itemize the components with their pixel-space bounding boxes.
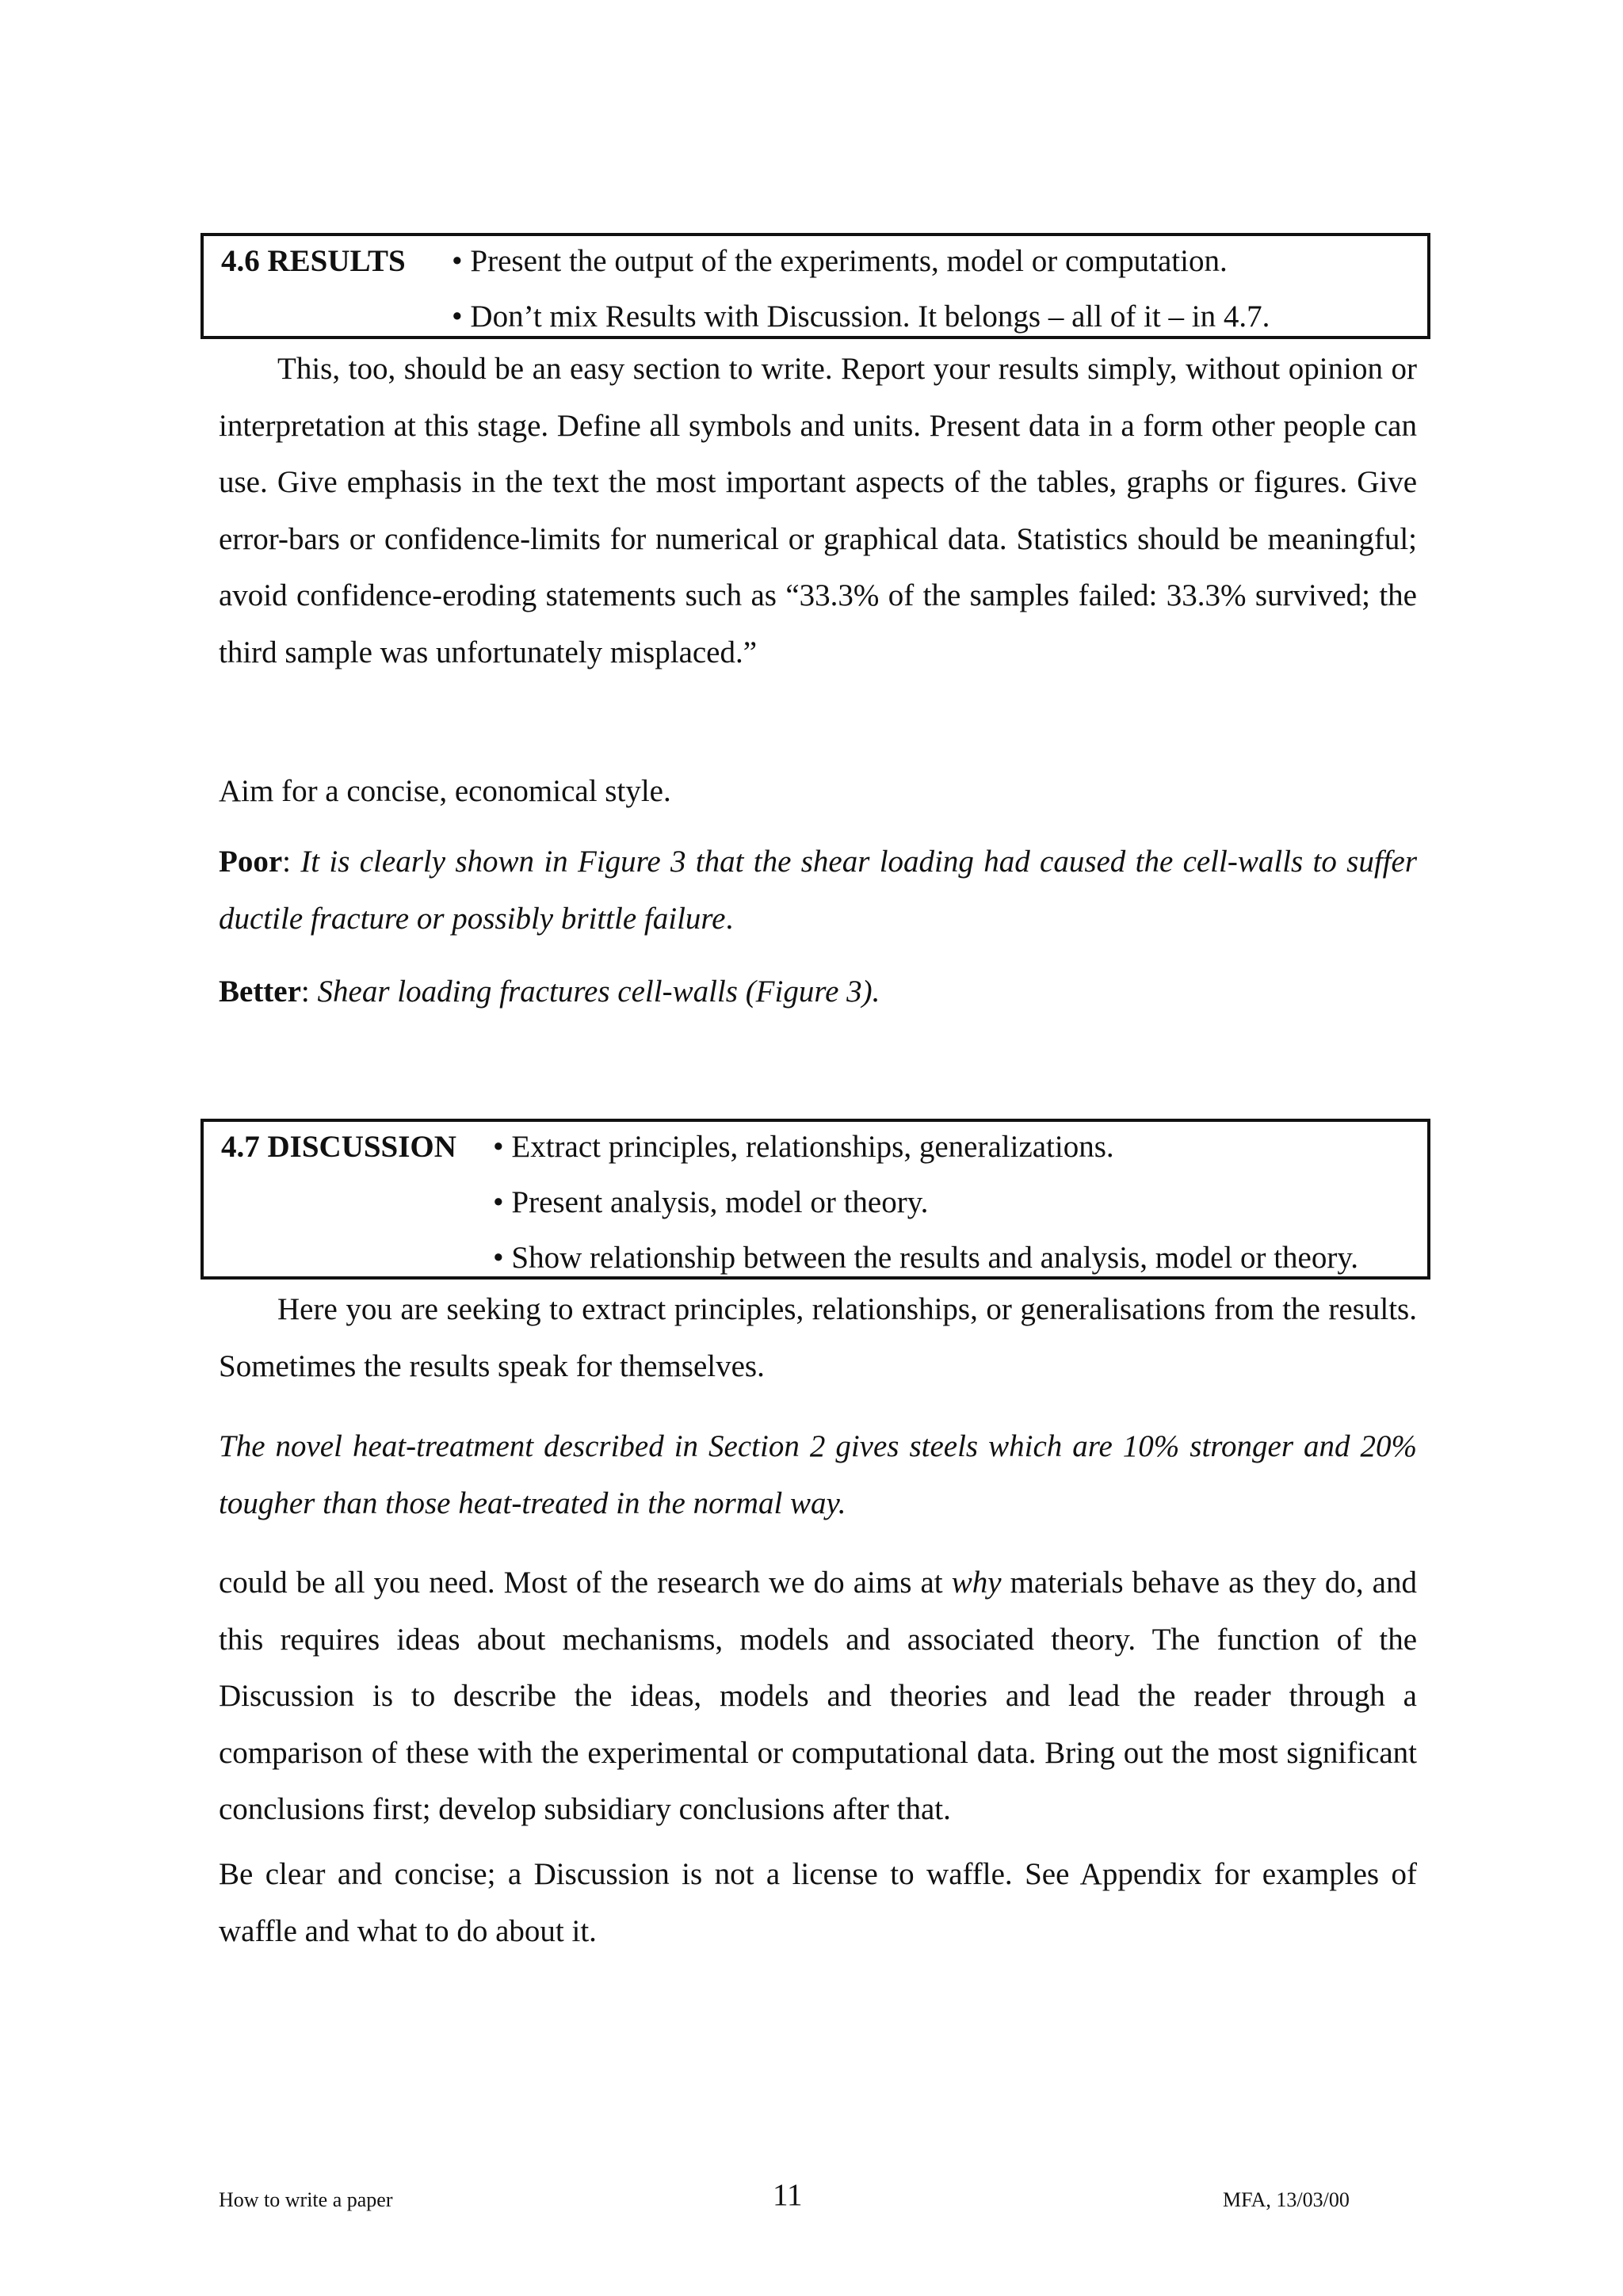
discussion-paragraph: Here you are seeking to extract principles, relationships, or generalisations from the results. Sometimes the results speak for themselves. xyxy=(219,1292,1417,1383)
section-4-7-bullet: • Present analysis, model or theory. xyxy=(493,1185,929,1219)
discussion-text: materials behave as they do, and this requires ideas about mechanisms, models and associated theory. The function of the Discussion is to describe the ideas, models and theories and lead the reader through a comparison of these with the experimental or computational data. Bring out the most significant conclusions first; develop subsidiary conclusions after that. xyxy=(219,1566,1417,1826)
section-4-7-bullet: • Extract principles, relationships, generalizations. xyxy=(493,1130,1114,1164)
poor-separator: : xyxy=(282,845,301,879)
footer-title: How to write a paper xyxy=(219,2188,393,2211)
discussion-text: could be all you need. Most of the research we do aims at xyxy=(219,1566,952,1600)
better-label: Better xyxy=(219,974,301,1009)
page-number: 11 xyxy=(773,2178,803,2212)
results-paragraph: Aim for a concise, economical style. xyxy=(219,774,671,808)
section-4-6-bullet: • Don’t mix Results with Discussion. It belongs – all of it – in 4.7. xyxy=(452,299,1270,334)
section-4-7-bullet: • Show relationship between the results and analysis, model or theory. xyxy=(493,1241,1359,1275)
discussion-paragraph xyxy=(219,1554,1417,1838)
section-4-6-bullet: • Present the output of the experiments, model or computation. xyxy=(452,244,1228,278)
poor-example xyxy=(219,833,1417,947)
section-4-7-heading: 4.7 DISCUSSION xyxy=(221,1130,456,1164)
results-paragraph: This, too, should be an easy section to write. Report your results simply, without opinion or interpretation at this stage. Define all symbols and units. Present data in a form other people can use. Give emphasis in the text the most important aspects of the tables, graphs or figures. Give error-bars or confidence-limits for numerical or graphical data. Statistics should be meaningful; avoid confidence-eroding statements such as “33.3% of the samples failed: 33.3% survived; the third sample was unfortunately misplaced.” xyxy=(219,352,1417,669)
section-4-6-box xyxy=(200,233,1430,339)
poor-example-text: It is clearly shown in Figure 3 that the shear loading had caused the cell-walls to suffer ductile fracture or possibly brittle failure xyxy=(219,845,1417,936)
poor-example-end: . xyxy=(725,901,734,936)
section-4-6-heading: 4.6 RESULTS xyxy=(221,244,406,278)
discussion-italic-example: The novel heat-treatment described in Section 2 gives steels which are 10% stronger and 20% tougher than those heat-treated in the normal way. xyxy=(219,1429,1417,1520)
better-example-text: Shear loading fractures cell-walls (Figure 3). xyxy=(317,974,880,1009)
emphasis-why: why xyxy=(951,1566,1002,1600)
poor-label: Poor xyxy=(219,845,283,879)
discussion-paragraph: Be clear and concise; a Discussion is not a license to waffle. See Appendix for examples of waffle and what to do about it. xyxy=(219,1857,1417,1948)
better-separator: : xyxy=(300,974,318,1009)
better-example xyxy=(219,963,1417,1020)
section-4-7-box xyxy=(200,1119,1430,1280)
footer-author-date: MFA, 13/03/00 xyxy=(1223,2188,1350,2211)
